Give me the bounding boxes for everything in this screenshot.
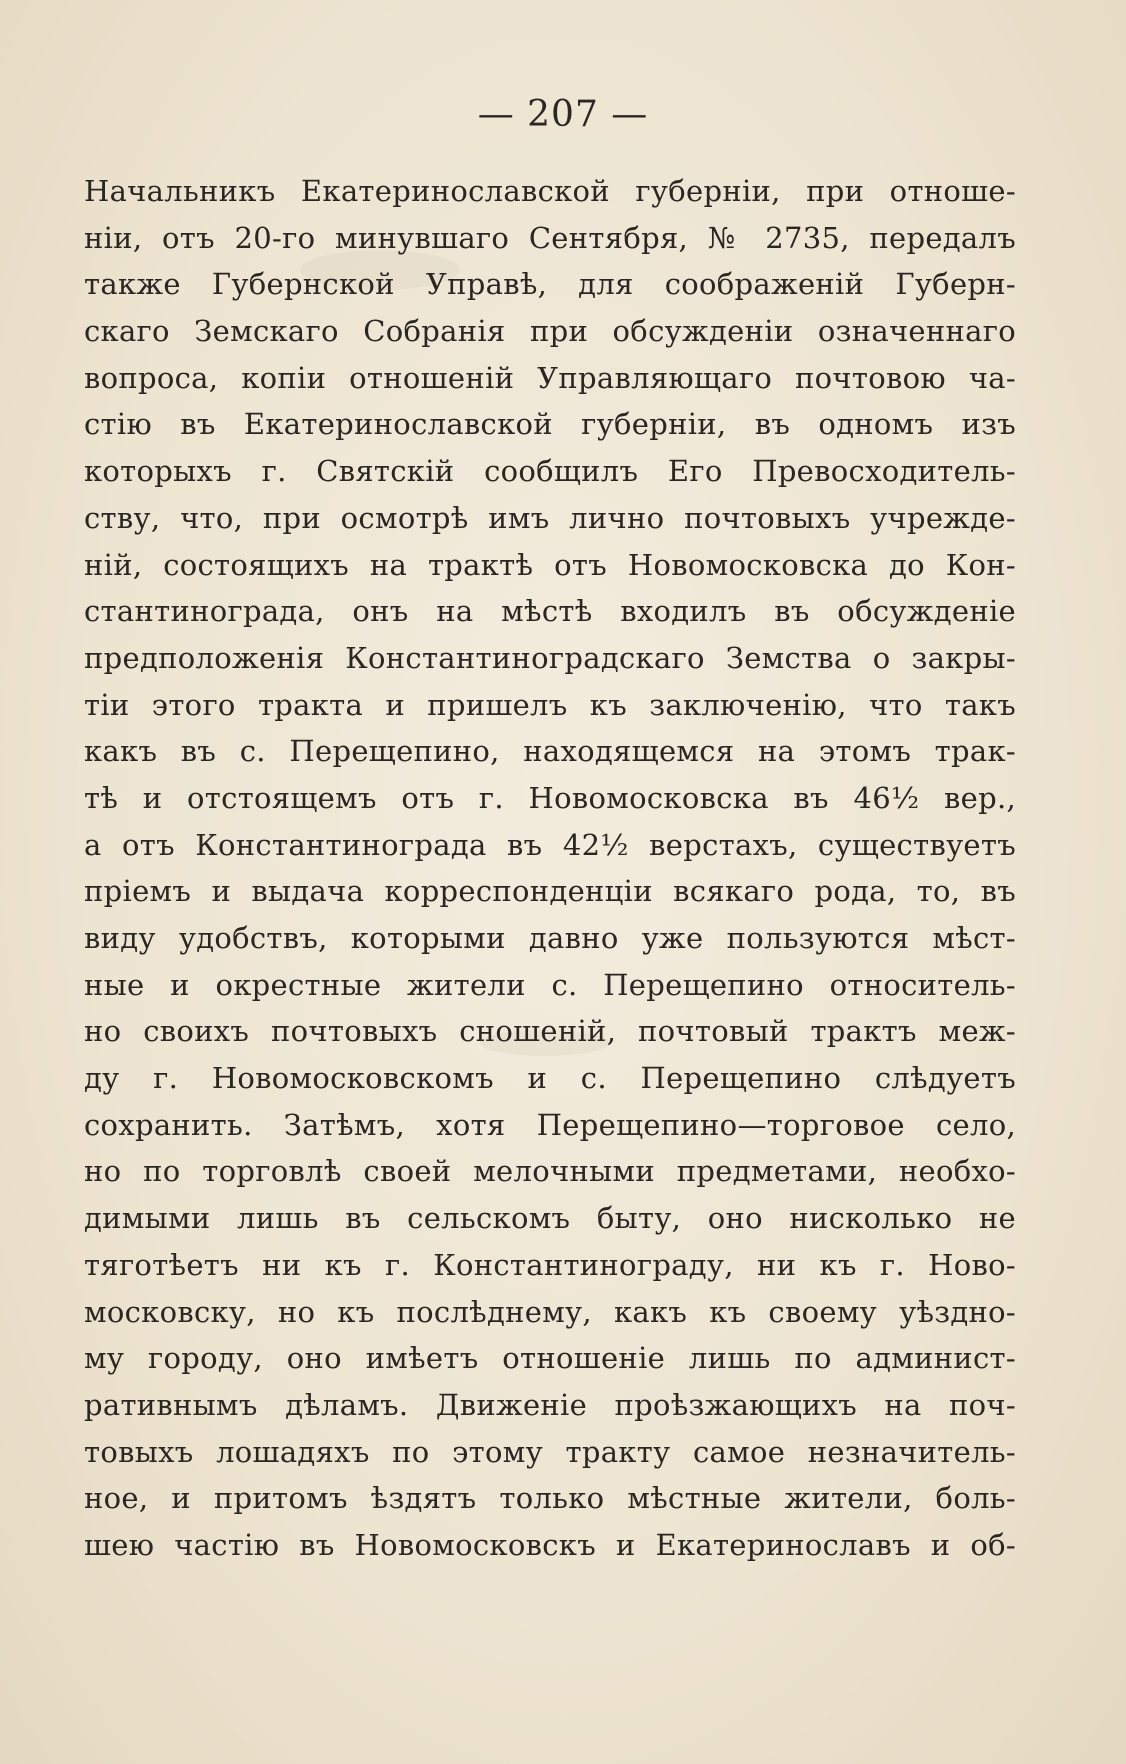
text-line: товыхъ лошадяхъ по этому тракту самое незначитель-: [84, 1434, 1016, 1469]
text-line: скаго Земскаго Собранія при обсужденіи означеннаго: [84, 314, 1016, 349]
text-line: ніи, отъ 20-го минувшаго Сентября, № 2735, передалъ: [84, 220, 1016, 255]
page-number: — 207 —: [477, 94, 649, 135]
text-line: но по торговлѣ своей мелочными предметами, необхо-: [84, 1154, 1016, 1189]
text-line: вопроса, копіи отношеній Управляющаго почтовою ча-: [84, 360, 1016, 395]
text-line: ній, состоящихъ на трактѣ отъ Новомосковска до Кон-: [84, 547, 1016, 582]
text-line: тѣ и отстоящемъ отъ г. Новомосковска въ 46½ вер.,: [84, 780, 1016, 815]
page-body-text: [84, 168, 1016, 1569]
text-line: которыхъ г. Святскій сообщилъ Его Превосходитель-: [84, 454, 1016, 489]
text-line: ные и окрестные жители с. Перещепино относитель-: [84, 967, 1016, 1002]
text-line: какъ въ с. Перещепино, находящемся на этомъ трак-: [84, 734, 1016, 769]
text-line: ству, что, при осмотрѣ имъ лично почтовыхъ учрежде-: [84, 500, 1016, 535]
text-line: ративнымъ дѣламъ. Движеніе проѣзжающихъ на поч-: [84, 1387, 1016, 1422]
text-line: ду г. Новомосковскомъ и с. Перещепино слѣдуетъ: [84, 1061, 1016, 1096]
text-line: Начальникъ Екатеринославской губерніи, при отноше-: [84, 174, 1016, 208]
text-line: но своихъ почтовыхъ сношеній, почтовый трактъ меж-: [84, 1014, 1016, 1049]
text-line: также Губернской Управѣ, для соображеній Губерн-: [84, 267, 1016, 302]
text-line: стантинограда, онъ на мѣстѣ входилъ въ обсужденіе: [84, 594, 1016, 629]
text-line: стію въ Екатеринославской губерніи, въ одномъ изъ: [84, 407, 1016, 442]
text-line: ное, и притомъ ѣздятъ только мѣстные жители, боль-: [84, 1481, 1016, 1516]
text-line: тіи этого тракта и пришелъ къ заключенію, что такъ: [84, 687, 1016, 722]
text-line: московску, но къ послѣднему, какъ къ своему уѣздно-: [84, 1294, 1016, 1329]
text-line: димыми лишь въ сельскомъ быту, оно нисколько не: [84, 1201, 1016, 1236]
text-line: тяготѣетъ ни къ г. Константинограду, ни къ г. Ново-: [84, 1247, 1016, 1282]
text-line: шею частію въ Новомосковскъ и Екатеринославъ и об-: [84, 1527, 1016, 1562]
text-line: сохранить. Затѣмъ, хотя Перещепино—торговое село,: [84, 1107, 1016, 1142]
text-line: пріемъ и выдача корреспонденціи всякаго рода, то, въ: [84, 874, 1016, 909]
text-line: предположенія Константиноградскаго Земства о закры-: [84, 640, 1016, 675]
text-line: виду удобствъ, которыми давно уже пользуются мѣст-: [84, 921, 1016, 955]
text-line: му городу, оно имѣетъ отношеніе лишь по админист-: [84, 1341, 1016, 1376]
text-line: а отъ Константинограда въ 42½ верстахъ, существуетъ: [84, 827, 1016, 862]
